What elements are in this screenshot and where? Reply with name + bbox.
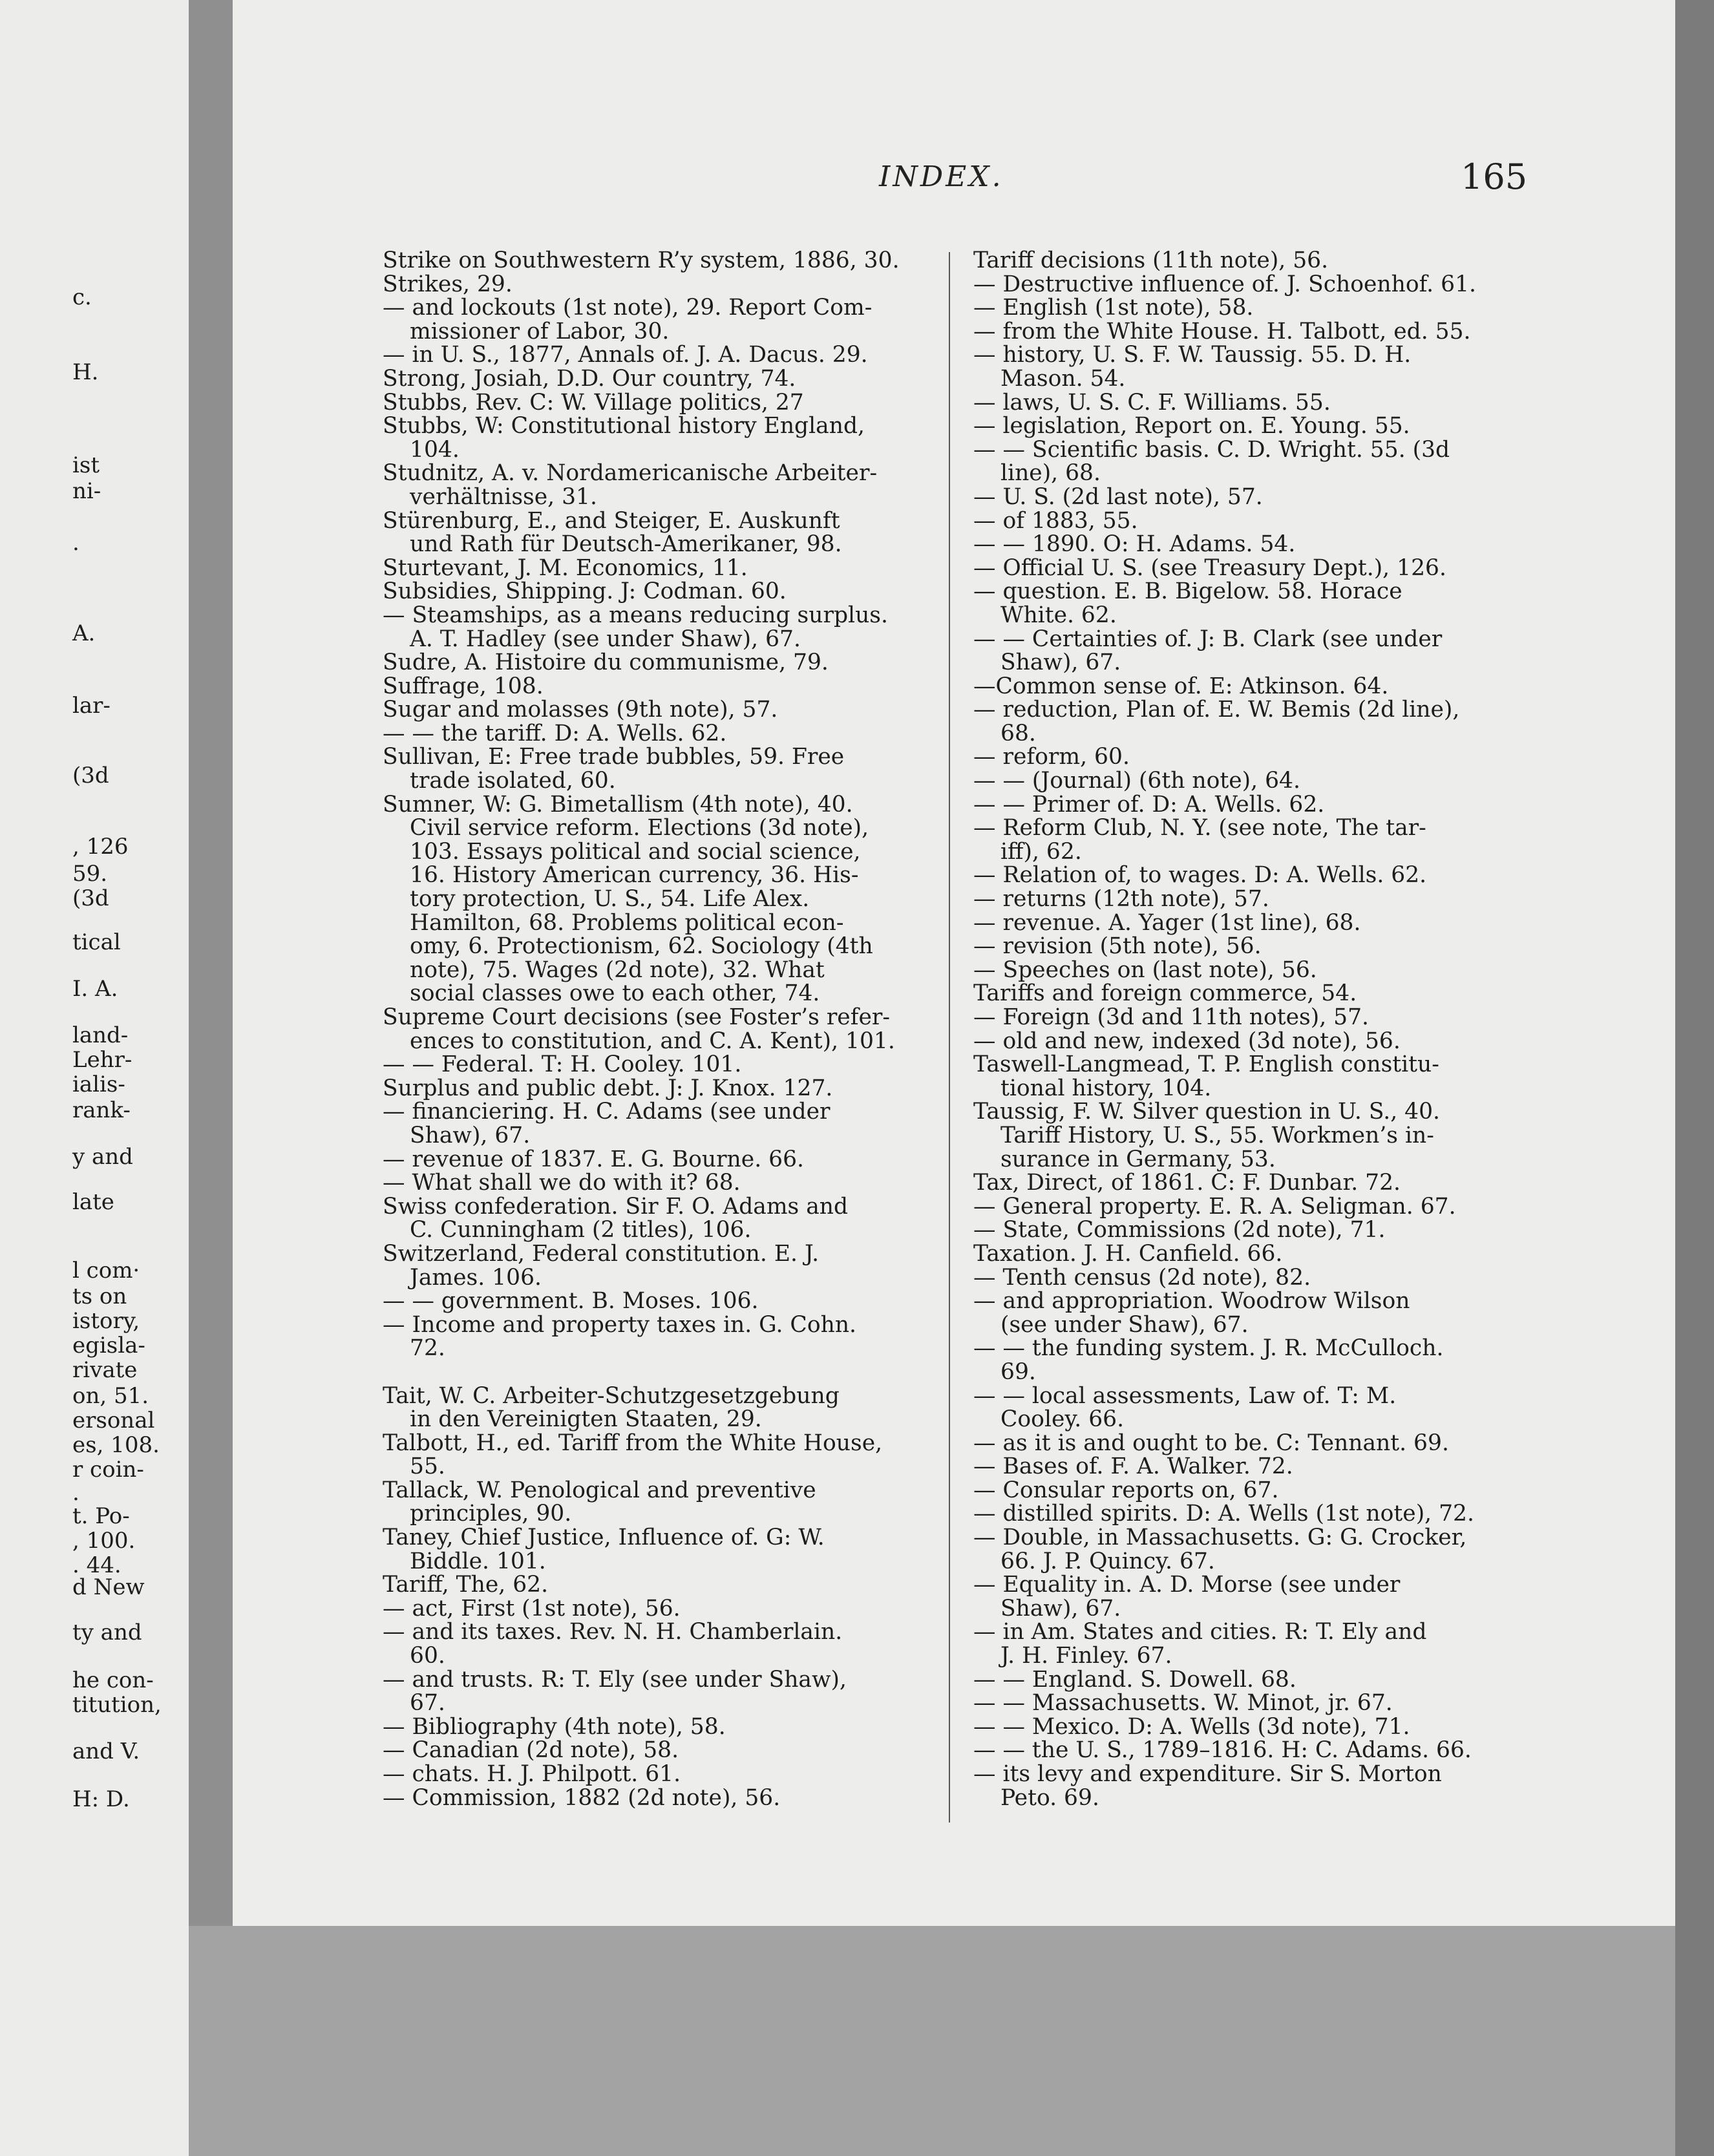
index-entry-line: Stubbs, W: Constitutional history England,: [383, 413, 865, 439]
index-entry-line: — legislation, Report on. E. Young. 55.: [973, 413, 1410, 439]
index-entry-line: Tax, Direct, of 1861. C: F. Dunbar. 72.: [973, 1170, 1401, 1196]
facing-page-text-fragment: lar-: [72, 693, 111, 719]
index-entry-line: — in U. S., 1877, Annals of. J. A. Dacus. 29.: [383, 342, 868, 368]
index-entry-line: — reduction, Plan of. E. W. Bemis (2d line),: [973, 697, 1460, 723]
index-entry-line: 103. Essays political and social science,: [410, 838, 861, 865]
index-entry-line: — — (Journal) (6th note), 64.: [973, 768, 1300, 794]
index-entry-line: 72.: [410, 1335, 445, 1362]
index-entry-line: — in Am. States and cities. R: T. Ely and: [973, 1619, 1427, 1645]
index-entry-line: — revenue of 1837. E. G. Bourne. 66.: [383, 1146, 804, 1172]
index-entry-line: — — the U. S., 1789–1816. H: C. Adams. 66.: [973, 1737, 1472, 1764]
index-entry-line: — — Primer of. D: A. Wells. 62.: [973, 791, 1325, 818]
index-entry-line: — Commission, 1882 (2d note), 56.: [383, 1784, 781, 1811]
index-entry-line: — — the tariff. D: A. Wells. 62.: [383, 720, 727, 746]
index-entry-line: — financiering. H. C. Adams (see under: [383, 1099, 831, 1125]
index-entry-line: (see under Shaw), 67.: [1000, 1311, 1249, 1338]
index-entry-line: — act, First (1st note), 56.: [383, 1595, 681, 1622]
index-entry-line: Mason. 54.: [1000, 365, 1126, 392]
index-entry-line: — revision (5th note), 56.: [973, 933, 1262, 960]
index-entry-line: 60.: [410, 1643, 445, 1669]
index-entry-line: — — Mexico. D: A. Wells (3d note), 71.: [973, 1713, 1410, 1740]
index-entry-line: — from the White House. H. Talbott, ed. 55.: [973, 318, 1471, 344]
index-entry-line: — Bibliography (4th note), 58.: [383, 1713, 726, 1740]
index-entry-line: surance in Germany, 53.: [1000, 1146, 1276, 1172]
index-entry-line: Taney, Chief Justice, Influence of. G: W.: [383, 1525, 825, 1551]
facing-page-text-fragment: rivate: [72, 1357, 138, 1383]
facing-page-text-fragment: late: [72, 1189, 114, 1215]
index-entry-line: Taussig, F. W. Silver question in U. S., 40.: [973, 1099, 1441, 1125]
facing-page-text-fragment: .: [72, 1480, 79, 1506]
index-entry-line: Biddle. 101.: [410, 1548, 546, 1574]
index-entry-line: C. Cunningham (2 titles), 106.: [410, 1217, 752, 1243]
index-entry-line: Stürenburg, E., and Steiger, E. Auskunft: [383, 507, 840, 534]
index-entry-line: — Bases of. F. A. Walker. 72.: [973, 1453, 1293, 1480]
facing-page-text-fragment: and V.: [72, 1739, 140, 1764]
facing-page-text-fragment: 59.: [72, 861, 108, 887]
facing-page-text-fragment: t. Po-: [72, 1503, 130, 1529]
page-title: INDEX.: [879, 160, 1004, 193]
index-entry-line: — Tenth census (2d note), 82.: [973, 1264, 1311, 1291]
facing-page-text-fragment: egisla-: [72, 1333, 145, 1358]
index-entry-line: — revenue. A. Yager (1st line), 68.: [973, 909, 1361, 936]
index-entry-line: Strong, Josiah, D.D. Our country, 74.: [383, 365, 796, 392]
index-entry-line: ences to constitution, and C. A. Kent), 101.: [410, 1028, 895, 1054]
index-entry-line: 55.: [410, 1453, 445, 1480]
index-entry-line: social classes owe to each other, 74.: [410, 980, 820, 1007]
index-entry-line: A. T. Hadley (see under Shaw), 67.: [410, 626, 801, 652]
index-entry-line: — — Scientific basis. C. D. Wright. 55. (3d: [973, 436, 1450, 463]
facing-page-text-fragment: istory,: [72, 1308, 140, 1334]
index-entry-line: — its levy and expenditure. Sir S. Morton: [973, 1761, 1442, 1787]
index-entry-line: iff), 62.: [1000, 838, 1082, 865]
facing-page-text-fragment: ist: [72, 452, 100, 478]
index-entry-line: — Consular reports on, 67.: [973, 1477, 1279, 1503]
index-entry-line: — laws, U. S. C. F. Williams. 55.: [973, 389, 1331, 416]
index-entry-line: 67.: [410, 1690, 445, 1717]
index-entry-line: J. H. Finley. 67.: [1000, 1643, 1172, 1669]
facing-page-text-fragment: ersonal: [72, 1408, 155, 1433]
index-entry-line: — Steamships, as a means reducing surplus.: [383, 602, 888, 628]
index-entry-line: principles, 90.: [410, 1501, 572, 1527]
index-entry-line: — history, U. S. F. W. Taussig. 55. D. H.: [973, 342, 1412, 368]
index-entry-line: Sturtevant, J. M. Economics, 11.: [383, 555, 748, 581]
index-entry-line: tory protection, U. S., 54. Life Alex.: [410, 886, 810, 913]
index-entry-line: — — government. B. Moses. 106.: [383, 1288, 759, 1315]
facing-page-text-fragment: Lehr-: [72, 1047, 132, 1073]
facing-page-text-fragment: , 126: [72, 834, 129, 860]
index-entry-line: 16. History American currency, 36. His-: [410, 862, 859, 889]
index-entry-line: Tariff decisions (11th note), 56.: [973, 248, 1329, 273]
left-page-edge: [0, 0, 189, 2156]
scan-background-bottom: [189, 1926, 1714, 2156]
facing-page-text-fragment: (3d: [72, 885, 109, 911]
index-entry-line: Talbott, H., ed. Tariff from the White House,: [383, 1430, 883, 1456]
index-entry-line: — Speeches on (last note), 56.: [973, 956, 1317, 983]
facing-page-text-fragment: ts on: [72, 1284, 127, 1309]
index-entry-line: Cooley. 66.: [1000, 1406, 1125, 1433]
facing-page-text-fragment: , 100.: [72, 1528, 136, 1554]
index-entry-line: James. 106.: [410, 1264, 542, 1291]
index-entry-line: — old and new, indexed (3d note), 56.: [973, 1028, 1401, 1054]
facing-page-text-fragment: tical: [72, 929, 121, 955]
index-entry-line: Switzerland, Federal constitution. E. J.: [383, 1240, 820, 1267]
index-entry-line: — — local assessments, Law of. T: M.: [973, 1382, 1397, 1409]
gutter-shadow: [189, 0, 233, 2156]
index-entry-line: Studnitz, A. v. Nordamericanische Arbeiter-: [383, 460, 878, 487]
index-entry-line: omy, 6. Protectionism, 62. Sociology (4th: [410, 933, 873, 960]
facing-page-text-fragment: A.: [72, 620, 96, 646]
index-column-right: [973, 249, 1516, 1810]
facing-page-text-fragment: land-: [72, 1022, 129, 1048]
index-entry-line: Shaw), 67.: [1000, 1595, 1121, 1622]
index-entry-line: — reform, 60.: [973, 744, 1130, 770]
index-entry-line: 104.: [410, 436, 460, 463]
index-entry-line: Peto. 69.: [1000, 1784, 1099, 1811]
index-entry-line: — of 1883, 55.: [973, 507, 1138, 534]
facing-page-text-fragment: rank-: [72, 1097, 131, 1123]
facing-page-text-fragment: on, 51.: [72, 1383, 149, 1409]
index-entry-line: — returns (12th note), 57.: [973, 886, 1269, 913]
index-entry-line: Sugar and molasses (9th note), 57.: [383, 697, 778, 723]
facing-page-text-fragment: . 44.: [72, 1552, 122, 1578]
index-column-left: [383, 249, 926, 1810]
facing-page-text-fragment: H.: [72, 359, 99, 385]
index-entry-line: Taswell-Langmead, T. P. English constitu-: [973, 1052, 1439, 1078]
index-entry-line: — Foreign (3d and 11th notes), 57.: [973, 1004, 1369, 1030]
index-entry-line: missioner of Labor, 30.: [410, 318, 670, 344]
index-entry-line: — and lockouts (1st note), 29. Report Com-: [383, 295, 873, 321]
index-entry-line: — General property. E. R. A. Seligman. 67.: [973, 1193, 1456, 1220]
index-entry-line: Surplus and public debt. J: J. Knox. 127.: [383, 1075, 833, 1101]
index-entry-line: — Income and property taxes in. G. Cohn.: [383, 1311, 857, 1338]
index-entry-line: — question. E. B. Bigelow. 58. Horace: [973, 578, 1402, 605]
index-entry-line: 68.: [1000, 720, 1036, 746]
facing-page-text-fragment: ty and: [72, 1620, 142, 1645]
index-entry-line: — and trusts. R: T. Ely (see under Shaw),: [383, 1666, 847, 1693]
index-entry-line: — — 1890. O: H. Adams. 54.: [973, 531, 1296, 558]
index-entry-line: — Canadian (2d note), 58.: [383, 1737, 679, 1764]
index-entry-line: — and appropriation. Woodrow Wilson: [973, 1288, 1410, 1315]
index-entry-line: Sullivan, E: Free trade bubbles, 59. Free: [383, 744, 845, 770]
index-entry-line: — State, Commissions (2d note), 71.: [973, 1217, 1386, 1243]
index-entry-line: verhältnisse, 31.: [410, 483, 597, 510]
index-entry-line: — distilled spirits. D: A. Wells (1st note), 72.: [973, 1501, 1474, 1527]
index-entry-line: — Reform Club, N. Y. (see note, The tar-: [973, 815, 1426, 841]
index-entry-line: Stubbs, Rev. C: W. Village politics, 27: [383, 389, 804, 416]
index-entry-line: — — Certainties of. J: B. Clark (see under: [973, 626, 1443, 652]
index-entry-line: — Official U. S. (see Treasury Dept.), 126.: [973, 555, 1446, 581]
facing-page-text-fragment: y and: [72, 1144, 133, 1170]
index-entry-line: in den Vereinigten Staaten, 29.: [410, 1406, 762, 1433]
facing-page-text-fragment: l com·: [72, 1258, 140, 1284]
index-entry-line: — — the funding system. J. R. McCulloch.: [973, 1335, 1444, 1362]
index-entry-line: line), 68.: [1000, 460, 1101, 487]
index-entry-line: Taxation. J. H. Canfield. 66.: [973, 1240, 1283, 1267]
index-entry-line: Tallack, W. Penological and preventive: [383, 1477, 816, 1503]
index-entry-line: — — England. S. Dowell. 68.: [973, 1666, 1296, 1693]
index-entry-line: 69.: [1000, 1358, 1036, 1385]
index-entry-line: Supreme Court decisions (see Foster’s refer-: [383, 1004, 891, 1030]
index-entry-line: — and its taxes. Rev. N. H. Chamberlain.: [383, 1619, 843, 1645]
index-entry-line: White. 62.: [1000, 602, 1117, 628]
column-divider: [949, 252, 950, 1823]
index-entry-line: — What shall we do with it? 68.: [383, 1170, 741, 1196]
index-entry-line: Hamilton, 68. Problems political econ-: [410, 909, 844, 936]
index-entry-line: — — Federal. T: H. Cooley. 101.: [383, 1052, 742, 1078]
index-entry-line: — — Massachusetts. W. Minot, jr. 67.: [973, 1690, 1393, 1717]
index-entry-line: — as it is and ought to be. C: Tennant. 69.: [973, 1430, 1449, 1456]
index-entry-line: Subsidies, Shipping. J: Codman. 60.: [383, 578, 787, 605]
index-entry-line: — U. S. (2d last note), 57.: [973, 483, 1263, 510]
index-entry-line: 66. J. P. Quincy. 67.: [1000, 1548, 1215, 1574]
index-entry-line: Civil service reform. Elections (3d note),: [410, 815, 869, 841]
index-entry-line: und Rath für Deutsch-Amerikaner, 98.: [410, 531, 842, 558]
index-entry-line: Sumner, W: G. Bimetallism (4th note), 40.: [383, 791, 853, 818]
facing-page-text-fragment: d New: [72, 1574, 145, 1600]
scan-background-right: [1675, 0, 1714, 2156]
index-entry-line: Shaw), 67.: [410, 1122, 531, 1148]
index-entry-line: tional history, 104.: [1000, 1075, 1212, 1101]
page-number: 165: [1461, 156, 1528, 197]
index-entry-line: [383, 1360, 926, 1384]
facing-page-text-fragment: titution,: [72, 1692, 162, 1718]
facing-page-text-fragment: I. A.: [72, 976, 118, 1002]
index-entry-line: Tait, W. C. Arbeiter-Schutzgesetzgebung: [383, 1382, 840, 1409]
index-entry-line: Strikes, 29.: [383, 271, 513, 297]
index-entry-line: — English (1st note), 58.: [973, 295, 1254, 321]
index-entry-line: note), 75. Wages (2d note), 32. What: [410, 956, 825, 983]
index-entry-line: —Common sense of. E: Atkinson. 64.: [973, 673, 1389, 699]
index-entry-line: — Relation of, to wages. D: A. Wells. 62.: [973, 862, 1427, 889]
index-entry-line: Tariff History, U. S., 55. Workmen’s in-: [1000, 1122, 1434, 1148]
index-entry-line: Shaw), 67.: [1000, 650, 1121, 676]
index-entry-line: — Destructive influence of. J. Schoenhof. 61.: [973, 271, 1476, 297]
index-entry-line: Suffrage, 108.: [383, 673, 544, 699]
facing-page-text-fragment: c.: [72, 284, 92, 310]
facing-page-text-fragment: he con-: [72, 1667, 154, 1693]
index-entry-line: — Double, in Massachusetts. G: G. Crocker,: [973, 1525, 1467, 1551]
index-entry-line: Swiss confederation. Sir F. O. Adams and: [383, 1193, 849, 1220]
facing-page-text-fragment: r coin-: [72, 1457, 144, 1483]
facing-page-text-fragment: .: [72, 530, 79, 556]
facing-page-text-fragment: ialis-: [72, 1072, 125, 1097]
facing-page-text-fragment: (3d: [72, 763, 109, 788]
index-entry-line: — chats. H. J. Philpott. 61.: [383, 1761, 681, 1787]
index-entry-line: Tariffs and foreign commerce, 54.: [973, 980, 1357, 1007]
facing-page-text-fragment: ni-: [72, 478, 101, 504]
index-entry-line: trade isolated, 60.: [410, 768, 616, 794]
index-entry-line: Sudre, A. Histoire du communisme, 79.: [383, 650, 829, 676]
index-entry-line: Tariff, The, 62.: [383, 1572, 549, 1598]
facing-page-text-fragment: H: D.: [72, 1786, 130, 1812]
facing-page-text-fragment: es, 108.: [72, 1432, 160, 1458]
index-entry-line: — Equality in. A. D. Morse (see under: [973, 1572, 1401, 1598]
index-entry-line: Strike on Southwestern R’y system, 1886, 30.: [383, 248, 900, 273]
